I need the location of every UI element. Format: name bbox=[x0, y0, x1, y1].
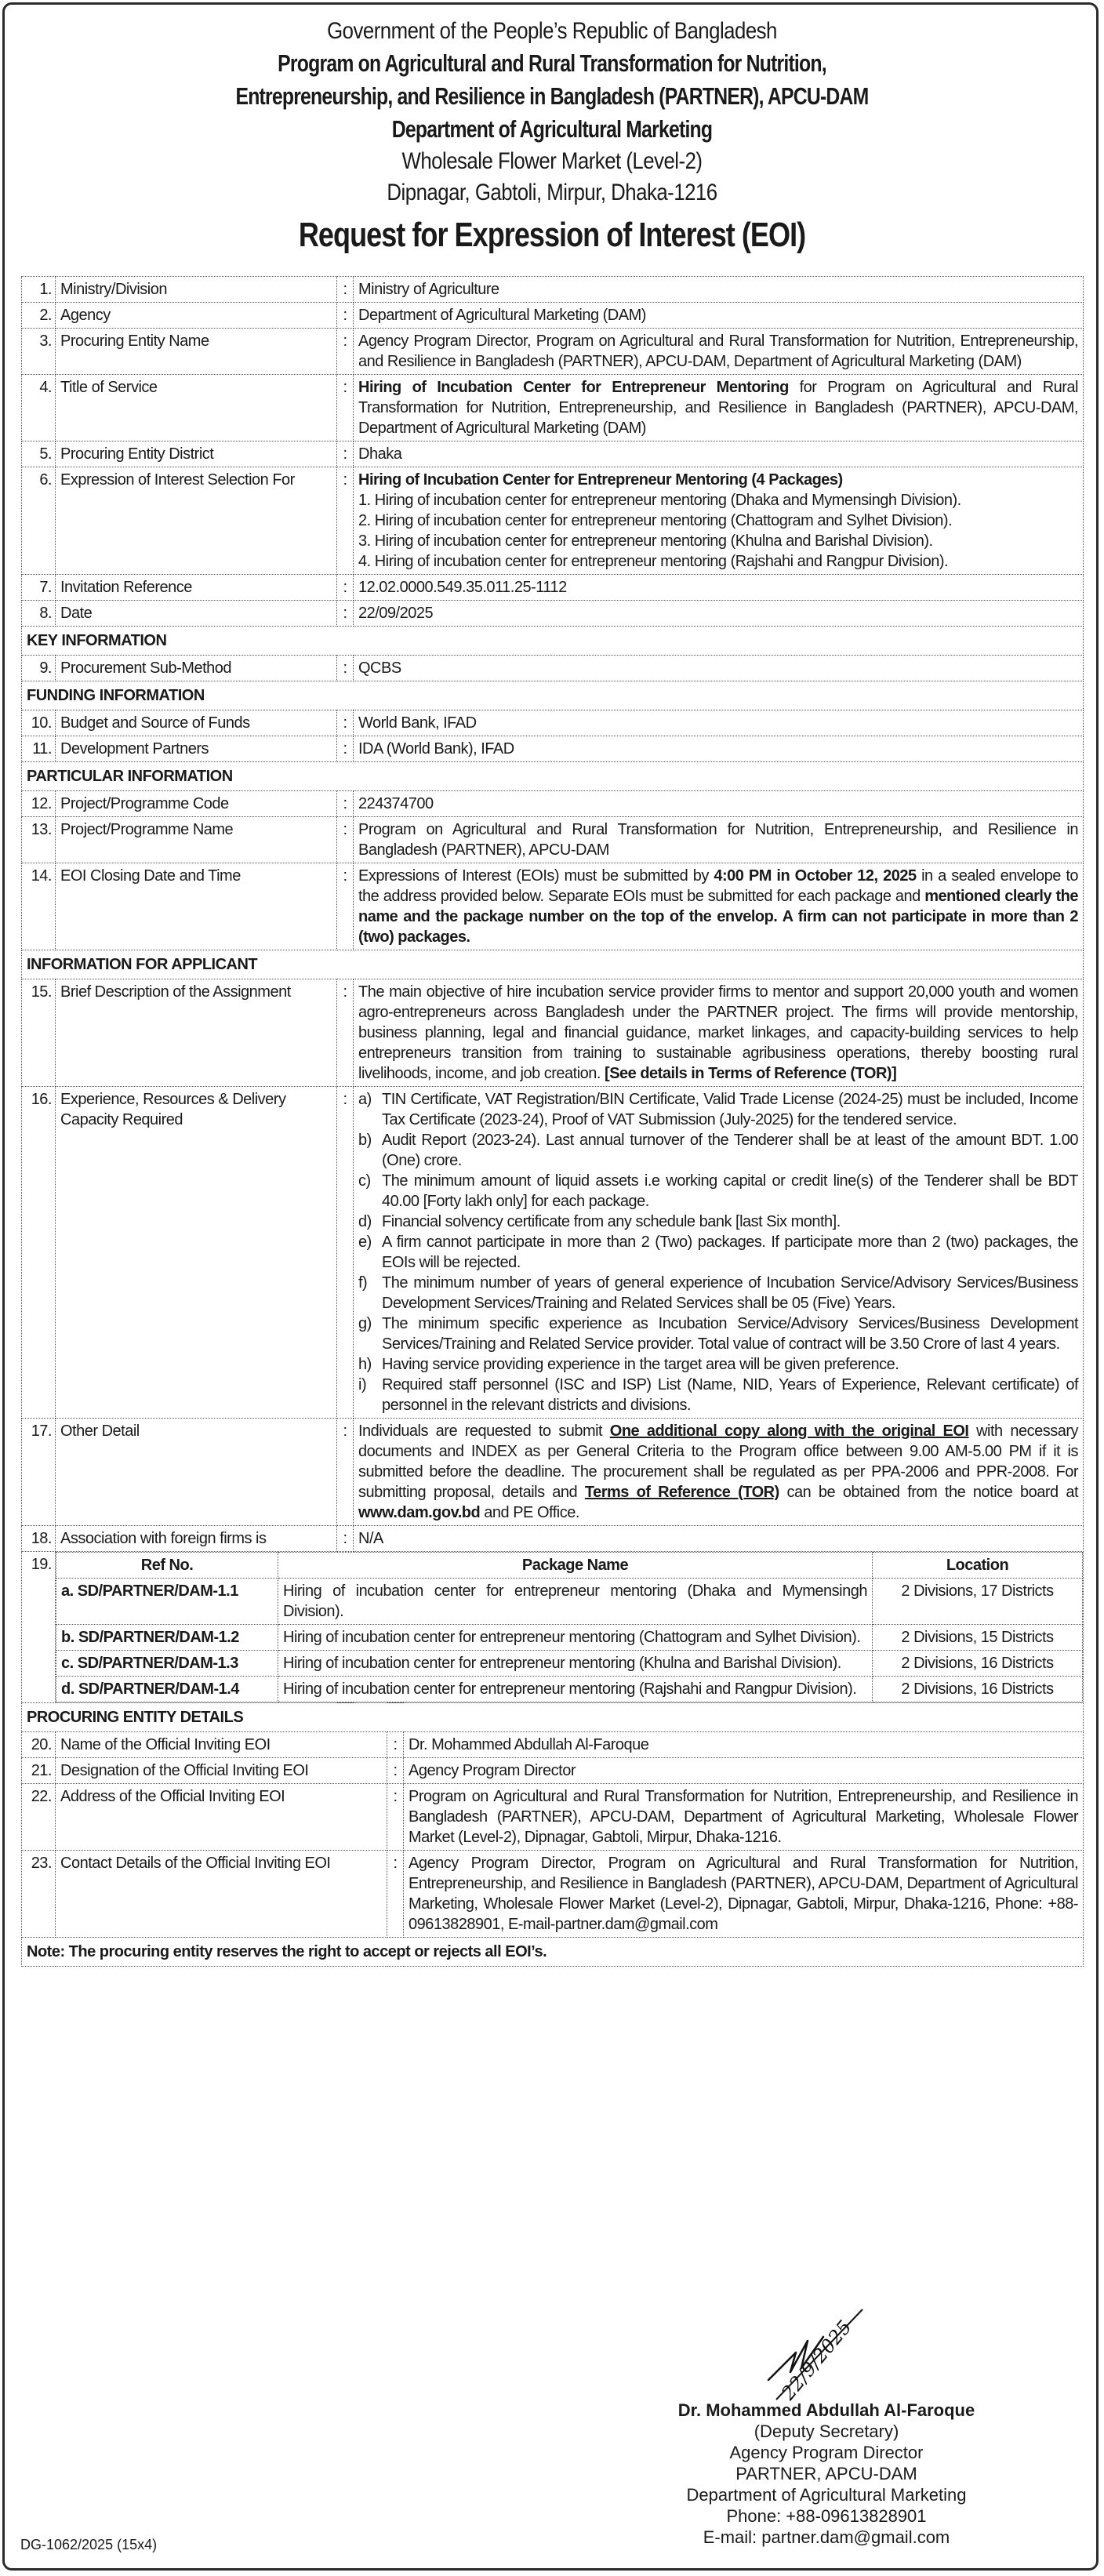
note-row bbox=[22, 1938, 1084, 1967]
requirement-marker: e) bbox=[358, 1234, 372, 1251]
row-colon: : bbox=[337, 817, 354, 863]
package-row bbox=[56, 1625, 1083, 1651]
row-value bbox=[354, 979, 1084, 1087]
row-colon: : bbox=[337, 1087, 354, 1419]
table-row bbox=[22, 1087, 1084, 1419]
row-colon: : bbox=[387, 1784, 404, 1851]
packages-heading: Hiring of Incubation Center for Entrepreneur Mentoring (4 Packages) bbox=[358, 471, 843, 489]
row-label: Address of the Official Inviting EOI bbox=[56, 1784, 387, 1851]
row-label: Procurement Sub-Method bbox=[56, 656, 337, 681]
program-line-2: Entrepreneurship, and Resilience in Bangladesh (PARTNER), APCU-DAM bbox=[235, 82, 869, 110]
page-title: Request for Expression of Interest (EOI) bbox=[298, 216, 806, 254]
requirement-marker: g) bbox=[358, 1315, 372, 1332]
row-label: Experience, Resources & Delivery Capacity Required bbox=[56, 1087, 337, 1419]
table-row bbox=[22, 863, 1084, 950]
row-label: Project/Programme Code bbox=[56, 791, 337, 817]
requirement-item bbox=[358, 1130, 1078, 1171]
row-colon: : bbox=[387, 1732, 404, 1758]
website-url[interactable]: www.dam.gov.bd bbox=[358, 1504, 481, 1521]
other-detail-text: can be obtained from the notice board at bbox=[779, 1484, 1079, 1501]
row-label: Date bbox=[56, 601, 337, 627]
header-package-name: Package Name bbox=[278, 1553, 873, 1579]
section-key-information: KEY INFORMATION bbox=[22, 627, 1084, 656]
row-label: Ministry/Division bbox=[56, 277, 337, 303]
package-location: 2 Divisions, 16 Districts bbox=[873, 1651, 1083, 1677]
signatory-phone: Phone: +88-09613828901 bbox=[726, 2506, 927, 2526]
signature-date: 22/9/2025 bbox=[777, 2316, 856, 2404]
government-line: Government of the People’s Republic of Bangladesh bbox=[327, 18, 777, 44]
row-colon: : bbox=[337, 863, 354, 950]
row-value: Program on Agricultural and Rural Transformation for Nutrition, Entrepreneurship, and Resilience in Bangladesh (PARTNER), APCU-DAM bbox=[354, 817, 1084, 863]
requirement-item bbox=[358, 1171, 1078, 1212]
section-header bbox=[22, 681, 1084, 710]
row-number: 16. bbox=[22, 1087, 56, 1419]
row-colon: : bbox=[387, 1758, 404, 1784]
package-location: 2 Divisions, 15 Districts bbox=[873, 1625, 1083, 1651]
service-title-rest: for Program on Agricultural and Rural Transformation for Nutrition, Entrepreneurship, and Resilience in Bangladesh (PARTNER), APCU-DAM, Department of Agricultural Marketing (DAM) bbox=[358, 379, 1078, 437]
requirement-marker: b) bbox=[358, 1132, 372, 1149]
row-label: Budget and Source of Funds bbox=[56, 710, 337, 736]
section-particular-information: PARTICULAR INFORMATION bbox=[22, 762, 1084, 791]
row-label: Designation of the Official Inviting EOI bbox=[56, 1758, 387, 1784]
row-colon: : bbox=[337, 710, 354, 736]
row-number: 6. bbox=[22, 467, 56, 575]
address-line-1: Wholesale Flower Market (Level-2) bbox=[401, 148, 703, 174]
row-colon: : bbox=[337, 736, 354, 762]
row-colon: : bbox=[337, 575, 354, 601]
table-row bbox=[22, 1851, 1084, 1938]
requirement-item bbox=[358, 1089, 1078, 1130]
row-value: N/A bbox=[354, 1526, 1084, 1552]
packages-header-row bbox=[56, 1553, 1083, 1579]
table-row bbox=[22, 791, 1084, 817]
row-value: 12.02.0000.549.35.011.25-1112 bbox=[354, 575, 1084, 601]
packages-table bbox=[56, 1552, 1083, 1702]
package-name: Hiring of incubation center for entrepreneur mentoring (Rajshahi and Rangpur Division). bbox=[278, 1677, 873, 1702]
requirement-text: Audit Report (2023-24). Last annual turnover of the Tenderer shall be at least of the amount BDT. 1.00 (One) crore. bbox=[382, 1132, 1078, 1169]
requirement-item bbox=[358, 1212, 1078, 1232]
row-colon: : bbox=[337, 375, 354, 441]
row-colon: : bbox=[337, 1419, 354, 1526]
requirement-text: Financial solvency certificate from any schedule bank [last Six month]. bbox=[382, 1213, 841, 1230]
closing-text: in a sealed envelope to the address provided below. Separate EOIs must be submitted for each package and bbox=[358, 867, 1078, 905]
row-number: 15. bbox=[22, 979, 56, 1087]
row-number: 19. bbox=[22, 1552, 56, 1703]
package-location: 2 Divisions, 16 Districts bbox=[873, 1677, 1083, 1702]
row-label: Association with foreign firms is bbox=[56, 1526, 337, 1552]
row-number: 22. bbox=[22, 1784, 56, 1851]
requirement-marker: i) bbox=[358, 1376, 367, 1393]
other-detail-text: Individuals are requested to submit bbox=[358, 1422, 610, 1440]
row-label: Agency bbox=[56, 303, 337, 329]
row-colon: : bbox=[337, 979, 354, 1087]
other-detail-text: and PE Office. bbox=[480, 1504, 579, 1521]
row-value bbox=[354, 863, 1084, 950]
table-row bbox=[22, 375, 1084, 441]
requirement-marker: d) bbox=[358, 1213, 372, 1230]
package-location: 2 Divisions, 17 Districts bbox=[873, 1579, 1083, 1625]
requirement-item bbox=[358, 1354, 1078, 1375]
requirement-text: TIN Certificate, VAT Registration/BIN Certificate, Valid Trade License (2024-25) must be included, Income Tax Certificate (2023-24), Proof of VAT Submission (July-2025) for the tendered service. bbox=[382, 1091, 1078, 1128]
row-value: Dr. Mohammed Abdullah Al-Faroque bbox=[404, 1732, 1084, 1758]
table-row bbox=[22, 817, 1084, 863]
table-row bbox=[22, 277, 1084, 303]
row-number: 8. bbox=[22, 601, 56, 627]
section-funding-information: FUNDING INFORMATION bbox=[22, 681, 1084, 710]
row-value: Program on Agricultural and Rural Transformation for Nutrition, Entrepreneurship, and Resilience in Bangladesh (PARTNER), APCU-DAM, Department of Agricultural Marketing, Wholesale Flower Market (Level-2), Dipnagar, Gabtoli, Mirpur, Dhaka-1216. bbox=[404, 1784, 1084, 1851]
row-number: 11. bbox=[22, 736, 56, 762]
row-value: Department of Agricultural Marketing (DAM) bbox=[354, 303, 1084, 329]
package-ref: c. SD/PARTNER/DAM-1.3 bbox=[56, 1651, 278, 1677]
row-colon: : bbox=[337, 329, 354, 375]
row-label: Expression of Interest Selection For bbox=[56, 467, 337, 575]
signatory-department: Department of Agricultural Marketing bbox=[686, 2485, 967, 2505]
requirement-item bbox=[358, 1232, 1078, 1273]
requirement-text: Required staff personnel (ISC and ISP) List (Name, NID, Years of Experience, Relevant certificate) of personnel in the relevant districts and divisions. bbox=[382, 1376, 1078, 1414]
row-number: 23. bbox=[22, 1851, 56, 1938]
requirement-item bbox=[358, 1273, 1078, 1313]
row-number: 5. bbox=[22, 441, 56, 467]
package-row bbox=[56, 1651, 1083, 1677]
row-value: Dhaka bbox=[354, 441, 1084, 467]
assignment-description: The main objective of hire incubation service provider firms to mentor and support 20,000 youth and women agro-entrepreneurs across Bangladesh under the PARTNER project. The firms will provide mentorship, business planning, legal and financial guidance, market linkages, and capacity-building services to help entrepreneurs transition from training to sustainable agribusiness operations, thereby boosting rural livelihoods, income, and job creation. bbox=[358, 983, 1078, 1082]
row-value bbox=[354, 467, 1084, 575]
signatory-project: PARTNER, APCU-DAM bbox=[735, 2464, 917, 2483]
row-number: 13. bbox=[22, 817, 56, 863]
table-row bbox=[22, 1526, 1084, 1552]
section-header bbox=[22, 950, 1084, 979]
row-value bbox=[354, 1087, 1084, 1419]
table-row bbox=[22, 656, 1084, 681]
row-colon: : bbox=[337, 656, 354, 681]
requirement-text: The minimum number of years of general experience of Incubation Service/Advisory Services/Business Development Services/Training and Related Services shall be 05 (Five) Years. bbox=[382, 1274, 1078, 1312]
package-item: 1. Hiring of incubation center for entrepreneur mentoring (Dhaka and Mymensingh Division). bbox=[358, 492, 961, 509]
package-name: Hiring of incubation center for entrepreneur mentoring (Khulna and Barishal Division). bbox=[278, 1651, 873, 1677]
table-row bbox=[22, 467, 1084, 575]
row-number: 1. bbox=[22, 277, 56, 303]
signatory-name: Dr. Mohammed Abdullah Al-Faroque bbox=[677, 2400, 975, 2420]
table-row bbox=[22, 1732, 1084, 1758]
row-label: Procuring Entity District bbox=[56, 441, 337, 467]
package-row bbox=[56, 1579, 1083, 1625]
requirement-marker: h) bbox=[358, 1356, 372, 1373]
tor-reference: [See details in Terms of Reference (TOR)] bbox=[605, 1065, 897, 1082]
row-number: 12. bbox=[22, 791, 56, 817]
signature-mark bbox=[753, 2305, 870, 2407]
row-colon: : bbox=[337, 467, 354, 575]
package-item: 3. Hiring of incubation center for entrepreneur mentoring (Khulna and Barishal Division). bbox=[358, 532, 933, 550]
row-number: 9. bbox=[22, 656, 56, 681]
package-name: Hiring of incubation center for entrepreneur mentoring (Dhaka and Mymensingh Division). bbox=[278, 1579, 873, 1625]
document-header bbox=[0, 16, 1104, 259]
tor-link-text: Terms of Reference (TOR) bbox=[584, 1484, 779, 1501]
footer-code: DG-1062/2025 (15x4) bbox=[20, 2537, 158, 2552]
package-name: Hiring of incubation center for entrepreneur mentoring (Chattogram and Sylhet Division). bbox=[278, 1625, 873, 1651]
closing-deadline: 4:00 PM in October 12, 2025 bbox=[714, 867, 917, 885]
row-label: Development Partners bbox=[56, 736, 337, 762]
row-number: 3. bbox=[22, 329, 56, 375]
table-row bbox=[22, 303, 1084, 329]
address-line-2: Dipnagar, Gabtoli, Mirpur, Dhaka-1216 bbox=[387, 180, 717, 205]
table-row bbox=[22, 1758, 1084, 1784]
program-line-1: Program on Agricultural and Rural Transformation for Nutrition, bbox=[278, 49, 826, 77]
row-colon: : bbox=[387, 1851, 404, 1938]
signature-block bbox=[549, 2400, 1104, 2548]
closing-text: Expressions of Interest (EOIs) must be submitted by bbox=[358, 867, 714, 885]
package-item: 2. Hiring of incubation center for entrepreneur mentoring (Chattogram and Sylhet Division). bbox=[358, 512, 953, 529]
row-colon: : bbox=[337, 791, 354, 817]
row-value: Ministry of Agriculture bbox=[354, 277, 1084, 303]
requirement-marker: a) bbox=[358, 1091, 372, 1108]
row-label: Title of Service bbox=[56, 375, 337, 441]
table-row bbox=[22, 575, 1084, 601]
header-location: Location bbox=[873, 1553, 1083, 1579]
row-number: 20. bbox=[22, 1732, 56, 1758]
table-row bbox=[22, 710, 1084, 736]
row-number: 18. bbox=[22, 1526, 56, 1552]
row-value: Agency Program Director bbox=[404, 1758, 1084, 1784]
row-number: 14. bbox=[22, 863, 56, 950]
requirement-marker: f) bbox=[358, 1274, 368, 1292]
package-row bbox=[56, 1677, 1083, 1702]
requirement-text: The minimum specific experience as Incubation Service/Advisory Services/Business Development Services/Training and Related Service provider. Total value of contract will be 3.50 Crore of last 4 years. bbox=[382, 1315, 1078, 1353]
package-item: 4. Hiring of incubation center for entrepreneur mentoring (Rajshahi and Rangpur Division). bbox=[358, 553, 949, 570]
row-colon: : bbox=[337, 303, 354, 329]
row-colon: : bbox=[337, 601, 354, 627]
table-row bbox=[22, 1784, 1084, 1851]
row-label: Invitation Reference bbox=[56, 575, 337, 601]
row-label: Name of the Official Inviting EOI bbox=[56, 1732, 387, 1758]
requirement-text: Having service providing experience in the target area will be given preference. bbox=[382, 1356, 899, 1373]
row-value: Agency Program Director, Program on Agricultural and Rural Transformation for Nutrition, Entrepreneurship, and Resilience in Bangladesh (PARTNER), APCU-DAM, Department of Agricultural Marketing (DAM) bbox=[354, 329, 1084, 375]
closing-instruction: mentioned clearly the name and the package number on the top of the envelop. A firm can not participate in more than 2 (two) packages. bbox=[358, 888, 1078, 946]
package-ref: d. SD/PARTNER/DAM-1.4 bbox=[56, 1677, 278, 1702]
row-value: 22/09/2025 bbox=[354, 601, 1084, 627]
header-ref-no: Ref No. bbox=[56, 1553, 278, 1579]
package-ref: a. SD/PARTNER/DAM-1.1 bbox=[56, 1579, 278, 1625]
package-ref: b. SD/PARTNER/DAM-1.2 bbox=[56, 1625, 278, 1651]
eoi-table bbox=[21, 276, 1084, 1703]
signatory-rank: (Deputy Secretary) bbox=[754, 2422, 899, 2441]
signatory-designation: Agency Program Director bbox=[729, 2443, 924, 2462]
section-procuring-entity-details: PROCURING ENTITY DETAILS bbox=[22, 1703, 1084, 1732]
packages-cell bbox=[56, 1552, 1084, 1703]
row-number: 4. bbox=[22, 375, 56, 441]
row-colon: : bbox=[337, 441, 354, 467]
signatory-email[interactable]: E-mail: partner.dam@gmail.com bbox=[703, 2527, 950, 2547]
row-value: QCBS bbox=[354, 656, 1084, 681]
row-number: 21. bbox=[22, 1758, 56, 1784]
additional-copy-note: One additional copy along with the original EOI bbox=[609, 1422, 969, 1440]
row-colon: : bbox=[337, 277, 354, 303]
requirement-marker: c) bbox=[358, 1172, 371, 1190]
table-row bbox=[22, 441, 1084, 467]
row-value: Agency Program Director, Program on Agricultural and Rural Transformation for Nutrition, Entrepreneurship, and Resilience in Bangladesh (PARTNER), APCU-DAM, Department of Agricultural Marketing, Wholesale Flower Market (Level-2), Dipnagar, Gabtoli, Mirpur, Dhaka-1216, Phone: +88-09613828901, E-mail-partner.dam@gmail.com bbox=[404, 1851, 1084, 1938]
table-row bbox=[22, 601, 1084, 627]
row-number: 10. bbox=[22, 710, 56, 736]
requirement-item bbox=[358, 1313, 1078, 1354]
row-label: Project/Programme Name bbox=[56, 817, 337, 863]
service-title: Hiring of Incubation Center for Entrepreneur Mentoring bbox=[358, 379, 789, 396]
table-row bbox=[22, 1552, 1084, 1703]
table-row bbox=[22, 1419, 1084, 1526]
row-value: 224374700 bbox=[354, 791, 1084, 817]
procuring-entity-table bbox=[21, 1702, 1084, 1967]
row-label: EOI Closing Date and Time bbox=[56, 863, 337, 950]
disclaimer-note: Note: The procuring entity reserves the right to accept or rejects all EOI’s. bbox=[22, 1938, 1084, 1967]
row-value: IDA (World Bank), IFAD bbox=[354, 736, 1084, 762]
table-row bbox=[22, 979, 1084, 1087]
section-header bbox=[22, 627, 1084, 656]
row-number: 17. bbox=[22, 1419, 56, 1526]
section-header bbox=[22, 1703, 1084, 1732]
table-row bbox=[22, 736, 1084, 762]
section-header bbox=[22, 762, 1084, 791]
row-label: Contact Details of the Official Inviting EOI bbox=[56, 1851, 387, 1938]
requirement-item bbox=[358, 1375, 1078, 1415]
department-line: Department of Agricultural Marketing bbox=[391, 115, 713, 143]
row-number: 7. bbox=[22, 575, 56, 601]
row-value: World Bank, IFAD bbox=[354, 710, 1084, 736]
row-value bbox=[354, 1419, 1084, 1526]
requirement-text: The minimum amount of liquid assets i.e working capital or credit line(s) of the Tenderer shall be BDT 40.00 [Forty lakh only] for each package. bbox=[382, 1172, 1078, 1210]
section-information-for-applicant: INFORMATION FOR APPLICANT bbox=[22, 950, 1084, 979]
row-label: Brief Description of the Assignment bbox=[56, 979, 337, 1087]
row-label: Procuring Entity Name bbox=[56, 329, 337, 375]
requirement-text: A firm cannot participate in more than 2 (Two) packages. If participate more than 2 (two) packages, the EOIs will be rejected. bbox=[382, 1234, 1078, 1271]
row-label: Other Detail bbox=[56, 1419, 337, 1526]
table-row bbox=[22, 329, 1084, 375]
row-number: 2. bbox=[22, 303, 56, 329]
row-colon: : bbox=[337, 1526, 354, 1552]
other-detail-text: with necessary documents and INDEX as per General Criteria to the Program office between 9.00 AM-5.00 PM if it is submitted before the deadline. The procurement shall be regulated as per PPA-2006 and PPR-2008. For submitting proposal, details and bbox=[358, 1422, 1078, 1501]
row-value bbox=[354, 375, 1084, 441]
